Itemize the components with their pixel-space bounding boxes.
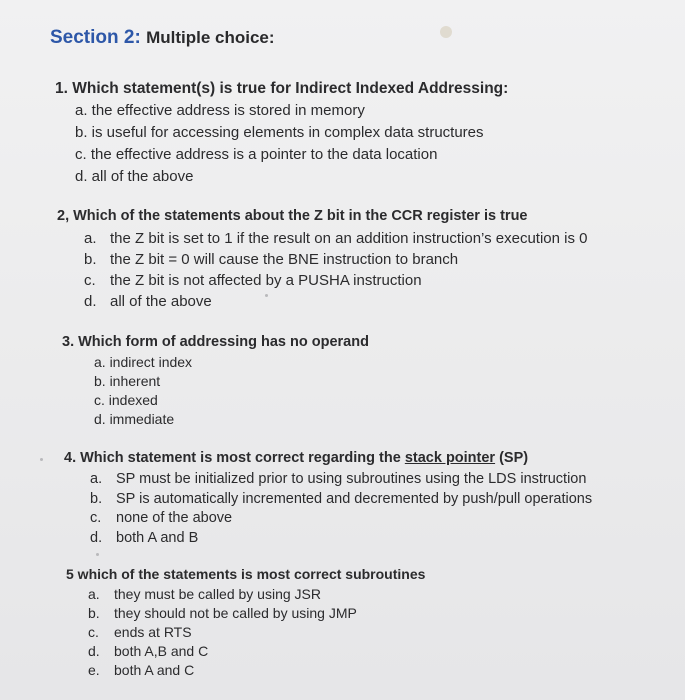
option-d xyxy=(88,643,425,662)
option-a xyxy=(90,471,592,491)
option-text: both A and C xyxy=(114,662,195,678)
question-3 xyxy=(62,334,369,430)
option-text: both A,B and C xyxy=(114,643,209,659)
question-2 xyxy=(57,208,588,314)
option-letter: c. xyxy=(88,624,99,640)
option-letter: a. xyxy=(90,471,103,487)
option-d: d. immediate xyxy=(94,411,175,427)
option-text: the Z bit = 0 will cause the BNE instruction to branch xyxy=(110,251,459,268)
section-heading xyxy=(50,27,275,49)
question-stem xyxy=(64,450,592,471)
option-b xyxy=(88,605,425,624)
option-letter: b. xyxy=(88,605,100,621)
option-d: d. all of the above xyxy=(75,168,194,185)
option-a: a. indirect index xyxy=(94,354,193,370)
option-text: they should not be called by using JMP xyxy=(114,605,357,621)
option-c xyxy=(84,272,588,293)
question-stem: 1. Which statement(s) is true for Indirect Indexed Addressing: xyxy=(55,80,509,97)
option-b xyxy=(84,251,588,272)
speck-mark xyxy=(96,553,99,556)
stem-text: 4. Which statement is most correct regarding the xyxy=(64,450,405,466)
option-c: c. the effective address is a pointer to the data location xyxy=(75,146,438,163)
option-c xyxy=(90,510,592,530)
option-letter: c. xyxy=(84,272,96,289)
option-text: SP must be initialized prior to using subroutines using the LDS instruction xyxy=(116,471,587,487)
section-subtitle: Multiple choice: xyxy=(146,28,275,47)
option-c: c. indexed xyxy=(94,392,158,408)
option-text: all of the above xyxy=(110,293,212,310)
question-1 xyxy=(55,80,508,190)
option-c xyxy=(88,624,425,643)
option-letter: b. xyxy=(90,490,103,507)
question-4 xyxy=(64,450,592,549)
option-a xyxy=(84,230,588,251)
option-letter: c. xyxy=(90,510,102,526)
option-text: the Z bit is not affected by a PUSHA instruction xyxy=(110,272,422,289)
question-5 xyxy=(66,566,425,681)
option-b: b. is useful for accessing elements in complex data structures xyxy=(75,124,484,141)
option-letter: b. xyxy=(84,251,97,268)
option-text: the Z bit is set to 1 if the result on an addition instruction’s execution is 0 xyxy=(110,230,588,247)
option-letter: d. xyxy=(84,293,97,310)
question-stem: 3. Which form of addressing has no operand xyxy=(62,334,369,350)
option-letter: a. xyxy=(84,230,97,247)
option-b xyxy=(90,491,592,511)
option-d xyxy=(90,530,592,550)
option-a: a. the effective address is stored in memory xyxy=(75,102,365,119)
option-letter: d. xyxy=(90,529,103,546)
option-letter: a. xyxy=(88,586,100,602)
option-text: ends at RTS xyxy=(114,624,192,640)
option-letter: d. xyxy=(88,643,100,659)
option-e xyxy=(88,662,425,681)
option-text: none of the above xyxy=(116,510,233,526)
option-text: both A and B xyxy=(116,529,199,546)
option-b: b. inherent xyxy=(94,373,161,389)
smudge-mark xyxy=(440,26,452,38)
option-text: SP is automatically incremented and decremented by push/pull operations xyxy=(116,490,593,507)
option-d xyxy=(84,293,588,314)
question-stem: 5 which of the statements is most correct subroutines xyxy=(66,566,426,582)
section-label: Section 2: xyxy=(50,27,141,48)
question-stem: 2, Which of the statements about the Z bit in the CCR register is true xyxy=(57,208,528,224)
option-a xyxy=(88,586,425,605)
speck-mark xyxy=(40,458,43,461)
stem-underlined-term: stack pointer xyxy=(404,450,496,466)
option-text: they must be called by using JSR xyxy=(114,586,321,602)
stem-text: (SP) xyxy=(495,450,529,466)
option-letter: e. xyxy=(88,662,100,678)
